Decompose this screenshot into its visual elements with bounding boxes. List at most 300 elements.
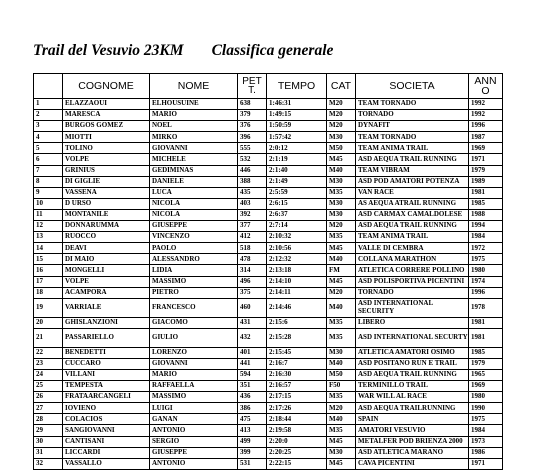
cell-pos: 20 [34, 317, 63, 328]
cell-nome: ELHOUSUINE [150, 99, 238, 110]
cell-tempo: 2:16:7 [267, 358, 327, 369]
cell-anno: 1969 [469, 143, 503, 154]
cell-tempo: 2:10:32 [267, 232, 327, 243]
cell-pet: 475 [238, 414, 267, 425]
cell-cat: M20 [327, 403, 356, 414]
cell-pet: 375 [238, 287, 267, 298]
cell-societa: TERMINILLO TRAIL [356, 381, 469, 392]
cell-societa: ASD POSITANO RUN E TRAIL [356, 358, 469, 369]
cell-nome: MICHELE [150, 154, 238, 165]
table-row [34, 99, 503, 110]
cell-cat: M40 [327, 358, 356, 369]
cell-tempo: 1:46:31 [267, 99, 327, 110]
table-row [34, 458, 503, 469]
cell-cat: M20 [327, 221, 356, 232]
cell-societa: VAN RACE [356, 187, 469, 198]
cell-nome: MASSIMO [150, 392, 238, 403]
cell-cognome: DI MAIO [63, 254, 150, 265]
cell-tempo: 2:6:15 [267, 198, 327, 209]
cell-cat: M30 [327, 209, 356, 220]
cell-cat: M35 [327, 187, 356, 198]
cell-societa: ASD POD AMATORI POTENZA [356, 176, 469, 187]
cell-tempo: 2:22:15 [267, 458, 327, 469]
table-row [34, 276, 503, 287]
table-row [34, 403, 503, 414]
cell-tempo: 2:6:37 [267, 209, 327, 220]
cell-pet: 532 [238, 154, 267, 165]
table-row [34, 165, 503, 176]
table-row [34, 187, 503, 198]
cell-tempo: 2:15:28 [267, 328, 327, 347]
cell-tempo: 2:14:10 [267, 276, 327, 287]
cell-pos: 5 [34, 143, 63, 154]
cell-cognome: TOLINO [63, 143, 150, 154]
title-classification: Classifica generale [211, 42, 334, 59]
cell-anno: 1987 [469, 132, 503, 143]
cell-tempo: 1:49:15 [267, 110, 327, 121]
cell-pos: 21 [34, 328, 63, 347]
cell-pet: 396 [238, 132, 267, 143]
cell-cognome: RUOCCO [63, 232, 150, 243]
cell-tempo: 2:16:30 [267, 369, 327, 380]
cell-anno: 1980 [469, 392, 503, 403]
cell-anno: 1992 [469, 110, 503, 121]
cell-pos: 15 [34, 254, 63, 265]
cell-nome: ANTONIO [150, 458, 238, 469]
cell-cat: M40 [327, 414, 356, 425]
cell-cat: M35 [327, 317, 356, 328]
cell-societa: TEAM ANIMA TRAIL [356, 143, 469, 154]
cell-pos: 28 [34, 414, 63, 425]
cell-cat: M30 [327, 132, 356, 143]
cell-pos: 12 [34, 221, 63, 232]
cell-pet: 412 [238, 232, 267, 243]
cell-pet: 435 [238, 187, 267, 198]
cell-pos: 11 [34, 209, 63, 220]
cell-anno: 1985 [469, 198, 503, 209]
cell-nome: LORENZO [150, 347, 238, 358]
cell-anno: 1975 [469, 414, 503, 425]
table-row [34, 381, 503, 392]
cell-pet: 594 [238, 369, 267, 380]
cell-pos: 27 [34, 403, 63, 414]
cell-cat: M35 [327, 328, 356, 347]
cell-societa: AS AEQUA ATRAIL RUNNING [356, 198, 469, 209]
cell-nome: DANIELE [150, 176, 238, 187]
cell-societa: LIBERO [356, 317, 469, 328]
cell-societa: ASD POLISPORTIVA PICENTINI [356, 276, 469, 287]
cell-societa: DYNAFIT [356, 121, 469, 132]
cell-pet: 386 [238, 403, 267, 414]
cell-cat: M30 [327, 198, 356, 209]
cell-cognome: MONGELLI [63, 265, 150, 276]
cell-cat: M30 [327, 347, 356, 358]
cell-cat: M20 [327, 110, 356, 121]
cell-cat: M35 [327, 425, 356, 436]
cell-cat: M45 [327, 276, 356, 287]
cell-cognome: COLACIOS [63, 414, 150, 425]
cell-pos: 8 [34, 176, 63, 187]
cell-pet: 377 [238, 221, 267, 232]
cell-societa: ASD ATLETICA MARANO [356, 447, 469, 458]
cell-anno: 1984 [469, 232, 503, 243]
cell-pet: 403 [238, 198, 267, 209]
cell-anno: 1992 [469, 99, 503, 110]
cell-cat: M20 [327, 99, 356, 110]
cell-cat: M50 [327, 369, 356, 380]
cell-cat: M20 [327, 121, 356, 132]
cell-cognome: DI GIGLIE [63, 176, 150, 187]
cell-cat: M20 [327, 287, 356, 298]
cell-nome: GIUSEPPE [150, 447, 238, 458]
cell-pet: 314 [238, 265, 267, 276]
cell-nome: MARIO [150, 369, 238, 380]
cell-anno: 1971 [469, 458, 503, 469]
header-cognome: COGNOME [63, 74, 150, 99]
table-row [34, 121, 503, 132]
cell-anno: 1981 [469, 187, 503, 198]
cell-tempo: 2:5:59 [267, 187, 327, 198]
cell-pet: 388 [238, 176, 267, 187]
cell-pos: 30 [34, 436, 63, 447]
cell-anno: 1973 [469, 436, 503, 447]
cell-pet: 431 [238, 317, 267, 328]
cell-cat: M45 [327, 154, 356, 165]
cell-cognome: DEAVI [63, 243, 150, 254]
cell-cognome: D URSO [63, 198, 150, 209]
cell-cat: M30 [327, 176, 356, 187]
cell-cognome: VOLPE [63, 154, 150, 165]
cell-tempo: 2:0:12 [267, 143, 327, 154]
cell-pet: 496 [238, 276, 267, 287]
cell-cat: M40 [327, 165, 356, 176]
cell-pos: 13 [34, 232, 63, 243]
table-row [34, 358, 503, 369]
cell-nome: VINCENZO [150, 232, 238, 243]
header-anno: ANN O [469, 74, 503, 99]
cell-societa: SPAIN [356, 414, 469, 425]
page-title [33, 42, 333, 60]
cell-societa: CAVA PICENTINI [356, 458, 469, 469]
cell-anno: 1975 [469, 254, 503, 265]
cell-cognome: BENEDETTI [63, 347, 150, 358]
cell-cognome: CUCCARO [63, 358, 150, 369]
cell-cognome: GHISLANZIONI [63, 317, 150, 328]
cell-pos: 16 [34, 265, 63, 276]
table-row [34, 265, 503, 276]
cell-tempo: 1:57:42 [267, 132, 327, 143]
cell-pos: 17 [34, 276, 63, 287]
header-pos [34, 74, 63, 99]
cell-societa: TEAM VIBRAM [356, 165, 469, 176]
cell-pos: 10 [34, 198, 63, 209]
table-row [34, 110, 503, 121]
cell-cognome: ACAMPORA [63, 287, 150, 298]
cell-societa: ASD AEQUA TRAIL RUNNING [356, 154, 469, 165]
table-row [34, 317, 503, 328]
cell-societa: TORNADO [356, 110, 469, 121]
cell-nome: GIUSEPPE [150, 221, 238, 232]
cell-tempo: 2:14:11 [267, 287, 327, 298]
cell-societa: ATLETICA CORRERE POLLINO [356, 265, 469, 276]
cell-nome: MARIO [150, 110, 238, 121]
cell-cognome: MIOTTI [63, 132, 150, 143]
cell-tempo: 2:19:58 [267, 425, 327, 436]
cell-cat: M40 [327, 298, 356, 317]
cell-nome: LUCA [150, 187, 238, 198]
cell-nome: FRANCESCO [150, 298, 238, 317]
cell-cat: M30 [327, 447, 356, 458]
cell-pos: 19 [34, 298, 63, 317]
cell-pos: 24 [34, 369, 63, 380]
table-row [34, 176, 503, 187]
cell-tempo: 2:17:15 [267, 392, 327, 403]
cell-cognome: SANGIOVANNI [63, 425, 150, 436]
cell-pos: 18 [34, 287, 63, 298]
cell-anno: 1988 [469, 209, 503, 220]
cell-tempo: 2:10:56 [267, 243, 327, 254]
cell-pos: 6 [34, 154, 63, 165]
cell-societa: WAR WILL AL RACE [356, 392, 469, 403]
cell-anno: 1978 [469, 298, 503, 317]
table-row [34, 425, 503, 436]
cell-tempo: 2:1:49 [267, 176, 327, 187]
cell-cognome: PASSARIELLO [63, 328, 150, 347]
cell-nome: GANAN [150, 414, 238, 425]
cell-nome: PAOLO [150, 243, 238, 254]
cell-cat: M45 [327, 436, 356, 447]
cell-nome: GIULIO [150, 328, 238, 347]
cell-nome: GIACOMO [150, 317, 238, 328]
table-row [34, 298, 503, 317]
cell-nome: GIOVANNI [150, 358, 238, 369]
table-row [34, 132, 503, 143]
cell-nome: NICOLA [150, 198, 238, 209]
cell-societa: ASD INTERNATIONAL SECURTY [356, 328, 469, 347]
cell-anno: 1969 [469, 381, 503, 392]
cell-cognome: FRATAARCANGELI [63, 392, 150, 403]
cell-nome: ANTONIO [150, 425, 238, 436]
cell-anno: 1984 [469, 425, 503, 436]
table-row [34, 414, 503, 425]
table-row [34, 243, 503, 254]
cell-anno: 1986 [469, 447, 503, 458]
cell-societa: ASD AEQUA TRAILRUNNING [356, 403, 469, 414]
cell-cognome: MARESCA [63, 110, 150, 121]
cell-anno: 1981 [469, 317, 503, 328]
cell-societa: ASD AEQUA TRAIL RUNNING [356, 221, 469, 232]
cell-pos: 3 [34, 121, 63, 132]
cell-pos: 26 [34, 392, 63, 403]
cell-anno: 1980 [469, 265, 503, 276]
cell-anno: 1990 [469, 403, 503, 414]
cell-tempo: 2:20:25 [267, 447, 327, 458]
cell-tempo: 2:12:32 [267, 254, 327, 265]
cell-cat: F50 [327, 381, 356, 392]
cell-pet: 432 [238, 328, 267, 347]
cell-anno: 1996 [469, 121, 503, 132]
cell-nome: ALESSANDRO [150, 254, 238, 265]
cell-pos: 25 [34, 381, 63, 392]
cell-anno: 1981 [469, 328, 503, 347]
table-row [34, 254, 503, 265]
cell-societa: METALFER POD BRIENZA 2000 [356, 436, 469, 447]
cell-cat: M45 [327, 458, 356, 469]
cell-pet: 379 [238, 110, 267, 121]
cell-cognome: IOVIENO [63, 403, 150, 414]
cell-tempo: 2:17:26 [267, 403, 327, 414]
cell-societa: TORNADO [356, 287, 469, 298]
cell-cognome: MONTANILE [63, 209, 150, 220]
header-tempo: TEMPO [267, 74, 327, 99]
cell-pos: 4 [34, 132, 63, 143]
cell-pos: 31 [34, 447, 63, 458]
cell-tempo: 2:14:46 [267, 298, 327, 317]
cell-societa: ASD AEQUA TRAIL RUNNING [356, 369, 469, 380]
cell-tempo: 2:1:40 [267, 165, 327, 176]
cell-pet: 460 [238, 298, 267, 317]
cell-nome: GIOVANNI [150, 143, 238, 154]
cell-pet: 413 [238, 425, 267, 436]
cell-tempo: 1:50:59 [267, 121, 327, 132]
cell-societa: ASD CARMAX CAMALDOLESE [356, 209, 469, 220]
cell-anno: 1972 [469, 243, 503, 254]
cell-nome: MASSIMO [150, 276, 238, 287]
cell-pet: 518 [238, 243, 267, 254]
cell-anno: 1989 [469, 176, 503, 187]
cell-pet: 376 [238, 121, 267, 132]
header-cat: CAT [327, 74, 356, 99]
table-row [34, 369, 503, 380]
cell-societa: TEAM TORNADO [356, 99, 469, 110]
header-societa: SOCIETA [356, 74, 469, 99]
cell-nome: LUIGI [150, 403, 238, 414]
cell-nome: GEDIMINAS [150, 165, 238, 176]
cell-nome: MIRKO [150, 132, 238, 143]
cell-anno: 1979 [469, 358, 503, 369]
cell-tempo: 2:1:19 [267, 154, 327, 165]
cell-cat: M45 [327, 243, 356, 254]
cell-cognome: GRINIUS [63, 165, 150, 176]
cell-tempo: 2:15:45 [267, 347, 327, 358]
table-row [34, 447, 503, 458]
cell-cognome: TEMPESTA [63, 381, 150, 392]
table-row [34, 143, 503, 154]
cell-pet: 392 [238, 209, 267, 220]
cell-cognome: LICCARDI [63, 447, 150, 458]
cell-societa: VALLE DI CEMBRA [356, 243, 469, 254]
table-row [34, 347, 503, 358]
cell-cat: M40 [327, 254, 356, 265]
title-race: Trail del Vesuvio 23KM [33, 42, 184, 59]
cell-cat: M50 [327, 143, 356, 154]
cell-pet: 446 [238, 165, 267, 176]
cell-anno: 1974 [469, 276, 503, 287]
cell-pos: 29 [34, 425, 63, 436]
cell-cognome: ELAZZAOUI [63, 99, 150, 110]
cell-pet: 638 [238, 99, 267, 110]
cell-societa: COLLANA MARATHON [356, 254, 469, 265]
cell-pos: 9 [34, 187, 63, 198]
cell-pos: 22 [34, 347, 63, 358]
cell-anno: 1965 [469, 369, 503, 380]
table-row [34, 154, 503, 165]
table-row [34, 328, 503, 347]
cell-cognome: DONNARUMMA [63, 221, 150, 232]
cell-pos: 2 [34, 110, 63, 121]
cell-pet: 441 [238, 358, 267, 369]
cell-cognome: BURGOS GOMEZ [63, 121, 150, 132]
cell-tempo: 2:15:6 [267, 317, 327, 328]
cell-anno: 1996 [469, 287, 503, 298]
cell-cat: M35 [327, 232, 356, 243]
cell-pet: 401 [238, 347, 267, 358]
table-row [34, 198, 503, 209]
cell-pos: 1 [34, 99, 63, 110]
cell-cognome: VOLPE [63, 276, 150, 287]
cell-pos: 32 [34, 458, 63, 469]
cell-pet: 499 [238, 436, 267, 447]
table-row [34, 436, 503, 447]
cell-nome: SERGIO [150, 436, 238, 447]
cell-tempo: 2:16:57 [267, 381, 327, 392]
cell-pet: 555 [238, 143, 267, 154]
results-body [34, 99, 503, 470]
cell-cat: M35 [327, 392, 356, 403]
cell-nome: NOEL [150, 121, 238, 132]
cell-nome: PIETRO [150, 287, 238, 298]
cell-nome: LIDIA [150, 265, 238, 276]
cell-cat: FM [327, 265, 356, 276]
header-nome: NOME [150, 74, 238, 99]
cell-pos: 14 [34, 243, 63, 254]
cell-cognome: VASSALLO [63, 458, 150, 469]
table-row [34, 232, 503, 243]
cell-tempo: 2:20:0 [267, 436, 327, 447]
cell-cognome: VARRIALE [63, 298, 150, 317]
cell-anno: 1971 [469, 154, 503, 165]
cell-cognome: CANTISANI [63, 436, 150, 447]
cell-tempo: 2:18:44 [267, 414, 327, 425]
table-row [34, 392, 503, 403]
cell-nome: NICOLA [150, 209, 238, 220]
cell-pet: 436 [238, 392, 267, 403]
cell-pos: 23 [34, 358, 63, 369]
table-row [34, 209, 503, 220]
cell-anno: 1994 [469, 221, 503, 232]
table-row [34, 221, 503, 232]
header-row [34, 74, 503, 99]
cell-tempo: 2:7:14 [267, 221, 327, 232]
cell-societa: ATLETICA AMATORI OSIMO [356, 347, 469, 358]
cell-anno: 1985 [469, 347, 503, 358]
cell-societa: AMATORI VESUVIO [356, 425, 469, 436]
cell-pet: 478 [238, 254, 267, 265]
cell-tempo: 2:13:18 [267, 265, 327, 276]
cell-pet: 531 [238, 458, 267, 469]
cell-nome: RAFFAELLA [150, 381, 238, 392]
cell-cognome: VASSENA [63, 187, 150, 198]
header-pet: PET T. [238, 74, 267, 99]
cell-cognome: VILLANI [63, 369, 150, 380]
cell-societa: TEAM ANIMA TRAIL [356, 232, 469, 243]
cell-societa: TEAM TORNADO [356, 132, 469, 143]
cell-pet: 399 [238, 447, 267, 458]
cell-anno: 1979 [469, 165, 503, 176]
results-table [33, 73, 503, 470]
cell-societa: ASD INTERNATIONAL SECURITY [356, 298, 469, 317]
cell-pos: 7 [34, 165, 63, 176]
